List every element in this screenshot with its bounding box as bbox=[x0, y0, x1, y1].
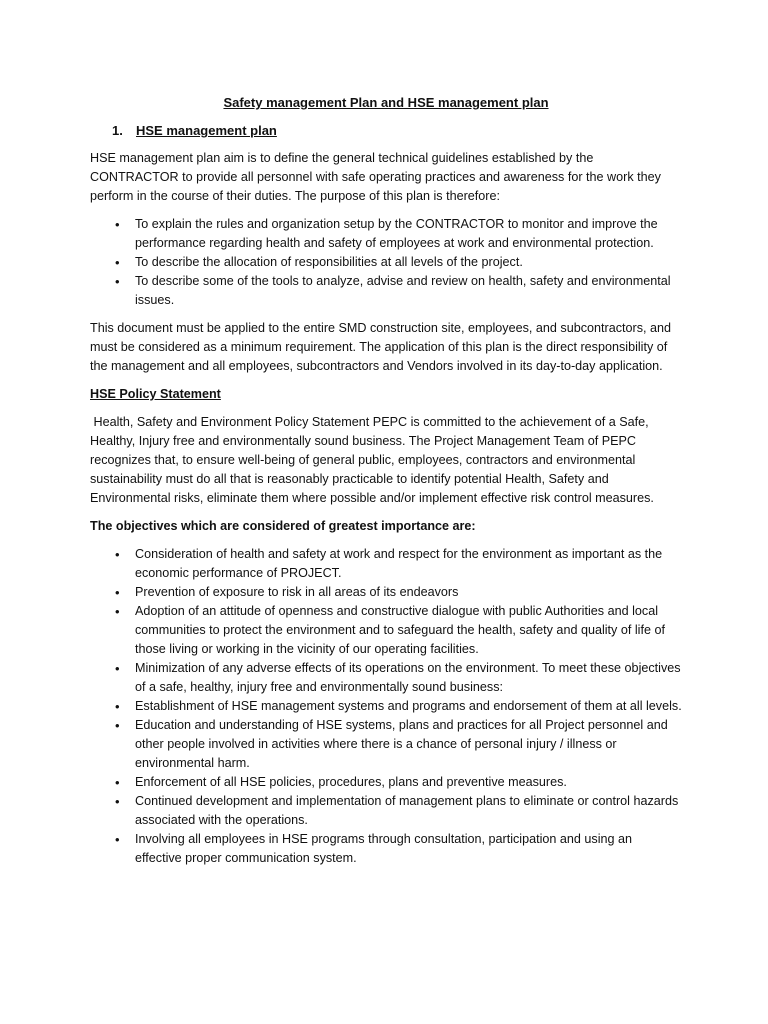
policy-heading: HSE Policy Statement bbox=[90, 387, 221, 401]
list-item: • Education and understanding of HSE systems, plans and practices for all Project personnel and other people involved in activities where there is a chance of personal injury / illness or environmental harm. bbox=[90, 716, 682, 773]
purpose-list bbox=[90, 215, 682, 310]
list-item: • To explain the rules and organization setup by the CONTRACTOR to monitor and improve the performance regarding health and safety of employees at work and environmental protection. bbox=[90, 215, 682, 253]
policy-paragraph: Health, Safety and Environment Policy Statement PEPC is committed to the achievement of a Safe, Healthy, Injury free and environmentally sound business. The Project Management Team of PEPC recognizes that, to ensure well-being of general public, employees, contractors and environmental sustainability must do all that is reasonably practicable to identify potential Health, Safety and Environmental risks, eliminate them where possible and/or implement effective risk control measures. bbox=[90, 415, 654, 505]
document-body bbox=[90, 93, 682, 877]
list-item: • To describe some of the tools to analyze, advise and review on health, safety and environmental issues. bbox=[90, 272, 682, 310]
list-item: • Minimization of any adverse effects of its operations on the environment. To meet these objectives of a safe, healthy, injury free and environmentally sound business: bbox=[90, 659, 682, 697]
section-heading-1 bbox=[90, 121, 682, 140]
list-item: • Adoption of an attitude of openness and constructive dialogue with public Authorities and local communities to protect the environment and to safeguard the health, safety and quality of life of those living or working in the vicinity of our operating facilities. bbox=[90, 602, 682, 659]
objectives-list bbox=[90, 545, 682, 868]
section-title: HSE management plan bbox=[136, 123, 277, 138]
list-item: • Enforcement of all HSE policies, procedures, plans and preventive measures. bbox=[90, 773, 682, 792]
objectives-heading: The objectives which are considered of greatest importance are: bbox=[90, 519, 476, 533]
list-item: • Establishment of HSE management systems and programs and endorsement of them at all levels. bbox=[90, 697, 682, 716]
list-item: • To describe the allocation of responsibilities at all levels of the project. bbox=[90, 253, 682, 272]
document-title: Safety management Plan and HSE management plan bbox=[223, 95, 549, 110]
list-item: • Prevention of exposure to risk in all areas of its endeavors bbox=[90, 583, 682, 602]
list-item: • Consideration of health and safety at work and respect for the environment as important as the economic performance of PROJECT. bbox=[90, 545, 682, 583]
list-item: • Involving all employees in HSE programs through consultation, participation and using an effective proper communication system. bbox=[90, 830, 682, 868]
applicability-paragraph: This document must be applied to the entire SMD construction site, employees, and subcontractors, and must be considered as a minimum requirement. The application of this plan is the direct responsibility of the management and all employees, subcontractors and Vendors involved in its day-to-day application. bbox=[90, 321, 672, 373]
section-number: 1. bbox=[112, 123, 123, 138]
list-item: • Continued development and implementation of management plans to eliminate or control hazards associated with the operations. bbox=[90, 792, 682, 830]
intro-paragraph: HSE management plan aim is to define the general technical guidelines established by the CONTRACTOR to provide all personnel with safe operating practices and awareness for the work they perform in the course of their duties. The purpose of this plan is therefore: bbox=[90, 151, 661, 203]
